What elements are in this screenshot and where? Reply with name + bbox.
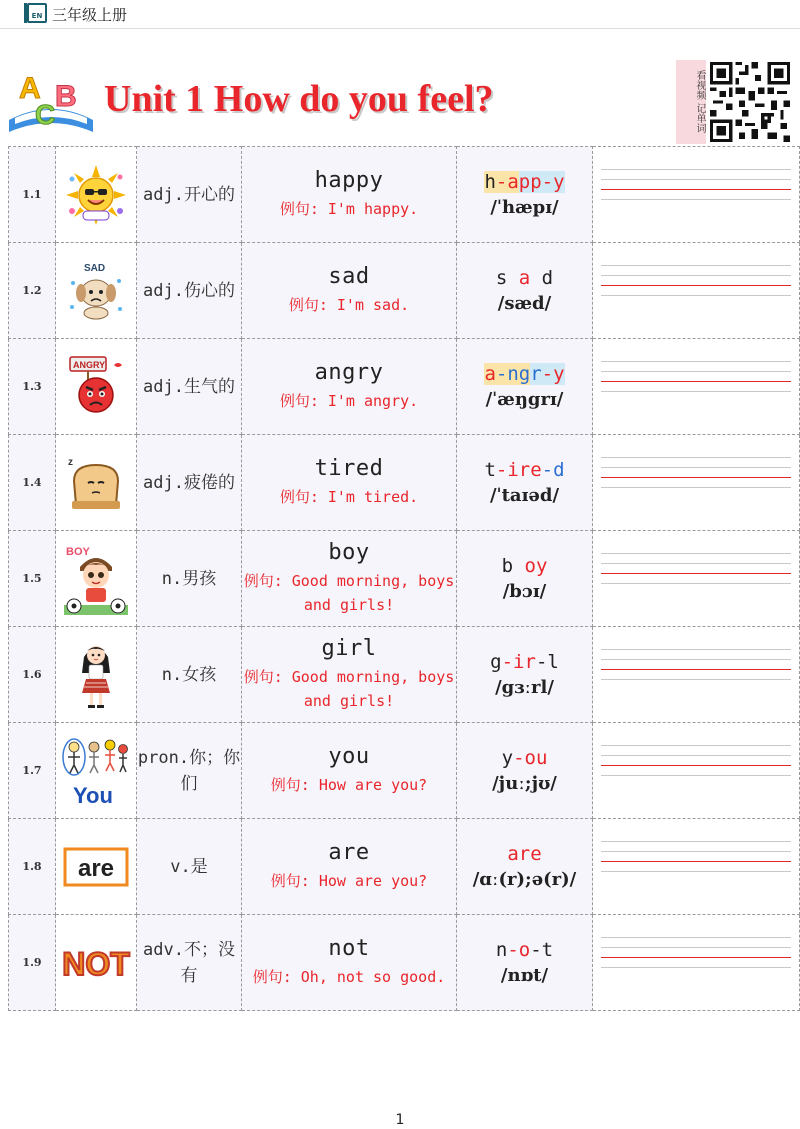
- word-cell: [242, 339, 457, 435]
- table-row: [9, 243, 800, 339]
- phonetic: /sæd/: [497, 293, 552, 314]
- spelling-part: -y: [541, 363, 565, 385]
- example-sentence: 例句: I'm angry.: [279, 392, 419, 410]
- meaning: adj.伤心的: [137, 243, 242, 339]
- boy-icon: [64, 543, 128, 615]
- phonics-cell: [457, 627, 593, 723]
- row-image: [56, 531, 137, 627]
- svg-text:SAD: SAD: [84, 262, 106, 274]
- spelling-part: -a: [495, 171, 519, 193]
- row-image: [56, 339, 137, 435]
- phonetic: /gɜːrl/: [495, 677, 554, 698]
- spelling-part: -l: [535, 651, 559, 673]
- girl-icon: [76, 639, 116, 711]
- row-image: [56, 627, 137, 723]
- example-sentence: 例句: How are you?: [270, 776, 428, 794]
- spelling-part: r: [530, 363, 542, 385]
- row-number: 1.7: [9, 723, 56, 819]
- row-number: 1.9: [9, 915, 56, 1011]
- meaning: n.男孩: [137, 531, 242, 627]
- page-number: 1: [395, 1112, 405, 1128]
- example-sentence: 例句: Oh, not so good.: [252, 968, 446, 986]
- spelling-breakdown: [457, 651, 592, 673]
- spelling-part: a: [484, 363, 496, 385]
- row-number: 1.5: [9, 531, 56, 627]
- meaning: n.女孩: [137, 627, 242, 723]
- spelling-breakdown: [457, 555, 592, 577]
- spelling-part: -ire: [495, 459, 542, 481]
- meaning: adj.生气的: [137, 339, 242, 435]
- happy-sun-icon: [64, 163, 128, 227]
- word: happy: [314, 168, 384, 193]
- phonetic: /ˈtaɪəd/: [489, 485, 560, 506]
- practice-lines[interactable]: [593, 819, 800, 915]
- logo-letter-b: B: [55, 80, 77, 113]
- sad-puppy-icon: [64, 259, 128, 323]
- phonics-cell: [457, 435, 593, 531]
- vocabulary-table: [8, 146, 800, 1011]
- spelling-part: -ir: [501, 651, 536, 673]
- phonetic: /ˈhæpɪ/: [490, 197, 559, 218]
- header-divider: [0, 28, 800, 29]
- are-word-icon: [63, 845, 129, 889]
- example-sentence: 例句: I'm sad.: [288, 296, 410, 314]
- meaning: adv.不；没有: [137, 915, 242, 1011]
- practice-lines[interactable]: [593, 435, 800, 531]
- word: not: [328, 936, 370, 961]
- angry-face-icon: [64, 355, 128, 419]
- spelling-part: -y: [541, 171, 565, 193]
- word-cell: [242, 915, 457, 1011]
- spelling-part: are: [507, 843, 542, 865]
- grade-label: 三年级上册: [52, 6, 128, 24]
- row-image: [56, 819, 137, 915]
- phonetic: /bɔɪ/: [502, 581, 547, 602]
- phonics-cell: [457, 915, 593, 1011]
- svg-text:You: You: [73, 782, 113, 807]
- spelling-part: -d: [541, 459, 565, 481]
- spelling-part: -t: [530, 939, 554, 961]
- practice-lines[interactable]: [593, 243, 800, 339]
- practice-lines[interactable]: [593, 627, 800, 723]
- word: tired: [314, 456, 384, 481]
- spelling-part: b: [501, 555, 525, 577]
- row-image: [56, 147, 137, 243]
- example-sentence: 例句: How are you?: [270, 872, 428, 890]
- practice-lines[interactable]: [593, 147, 800, 243]
- word: angry: [314, 360, 384, 385]
- svg-text:are: are: [77, 854, 115, 882]
- spelling-part: y: [501, 747, 514, 769]
- practice-lines[interactable]: [593, 531, 800, 627]
- phonetic: /ɑː(r);ə(r)/: [472, 869, 577, 890]
- spelling-breakdown: [457, 363, 592, 385]
- spelling-part: g: [490, 651, 502, 673]
- row-image: [56, 435, 137, 531]
- phonics-cell: [457, 723, 593, 819]
- top-bar: [0, 0, 800, 28]
- word: are: [328, 840, 370, 865]
- table-row: [9, 147, 800, 243]
- row-number: 1.2: [9, 243, 56, 339]
- table-row: [9, 627, 800, 723]
- phonetic: /ˈæŋgrɪ/: [485, 389, 564, 410]
- tired-bread-icon: [64, 451, 128, 515]
- spelling-breakdown: [457, 843, 592, 865]
- phonics-cell: [457, 339, 593, 435]
- word: sad: [328, 264, 370, 289]
- spelling-part: pp: [518, 171, 542, 193]
- table-row: [9, 915, 800, 1011]
- table-row: [9, 723, 800, 819]
- logo-letter-a: A: [19, 72, 41, 105]
- word: girl: [321, 636, 377, 661]
- word: boy: [328, 540, 370, 565]
- book-icon-text: EN: [31, 12, 43, 20]
- word-cell: [242, 627, 457, 723]
- row-number: 1.4: [9, 435, 56, 531]
- table-row: [9, 339, 800, 435]
- phonics-cell: [457, 819, 593, 915]
- spelling-part: t: [484, 459, 496, 481]
- table-row: [9, 435, 800, 531]
- row-image: [56, 723, 137, 819]
- word-cell: [242, 435, 457, 531]
- row-number: 1.3: [9, 339, 56, 435]
- phonetic: /nɒt/: [500, 965, 549, 986]
- spelling-part: h: [484, 171, 496, 193]
- spelling-part: a: [518, 267, 531, 289]
- word-cell: [242, 819, 457, 915]
- abc-logo-icon: [5, 58, 97, 138]
- meaning: pron.你；你们: [137, 723, 242, 819]
- practice-lines[interactable]: [593, 723, 800, 819]
- spelling-breakdown: [457, 171, 592, 193]
- phonics-cell: [457, 531, 593, 627]
- logo-letter-c: C: [35, 99, 56, 130]
- svg-text:z: z: [68, 456, 73, 468]
- meaning: adj.疲倦的: [137, 435, 242, 531]
- meaning: adj.开心的: [137, 147, 242, 243]
- word: you: [328, 744, 370, 769]
- phonetic: /juː;jʊ/: [492, 773, 557, 794]
- spelling-part: s: [495, 267, 519, 289]
- table-row: [9, 819, 800, 915]
- qr-code-icon[interactable]: [710, 62, 790, 142]
- spelling-breakdown: [457, 459, 592, 481]
- row-image: [56, 243, 137, 339]
- phonics-cell: [457, 243, 593, 339]
- unit-title: Unit 1 How do you feel?: [104, 78, 494, 120]
- word-cell: [242, 531, 457, 627]
- spelling-breakdown: [457, 939, 592, 961]
- word-cell: [242, 147, 457, 243]
- not-word-icon: [61, 941, 131, 985]
- spelling-breakdown: [457, 747, 592, 769]
- word-cell: [242, 723, 457, 819]
- book-icon: [27, 3, 47, 23]
- practice-lines[interactable]: [593, 915, 800, 1011]
- spelling-part: oy: [524, 555, 548, 577]
- spelling-breakdown: [457, 267, 592, 289]
- spelling-part: -ou: [513, 747, 548, 769]
- spelling-part: -ng: [495, 363, 531, 385]
- table-row: [9, 531, 800, 627]
- word-cell: [242, 243, 457, 339]
- example-sentence: 例句: I'm tired.: [279, 488, 419, 506]
- svg-text:ANGRY: ANGRY: [73, 359, 106, 370]
- svg-text:NOT: NOT: [62, 945, 130, 982]
- practice-lines[interactable]: [593, 339, 800, 435]
- row-number: 1.6: [9, 627, 56, 723]
- row-number: 1.8: [9, 819, 56, 915]
- row-number: 1.1: [9, 147, 56, 243]
- phonics-cell: [457, 147, 593, 243]
- qr-label: 看视频 记单词: [676, 60, 706, 144]
- row-image: [56, 915, 137, 1011]
- svg-text:BOY: BOY: [66, 545, 90, 558]
- you-people-icon: [61, 735, 131, 807]
- spelling-part: d: [530, 267, 554, 289]
- example-sentence: 例句: Good morning, boys and girls!: [243, 668, 455, 710]
- example-sentence: 例句: Good morning, boys and girls!: [243, 572, 455, 614]
- spelling-part: n: [495, 939, 508, 961]
- example-sentence: 例句: I'm happy.: [279, 200, 419, 218]
- spelling-part: -o: [507, 939, 531, 961]
- meaning: v.是: [137, 819, 242, 915]
